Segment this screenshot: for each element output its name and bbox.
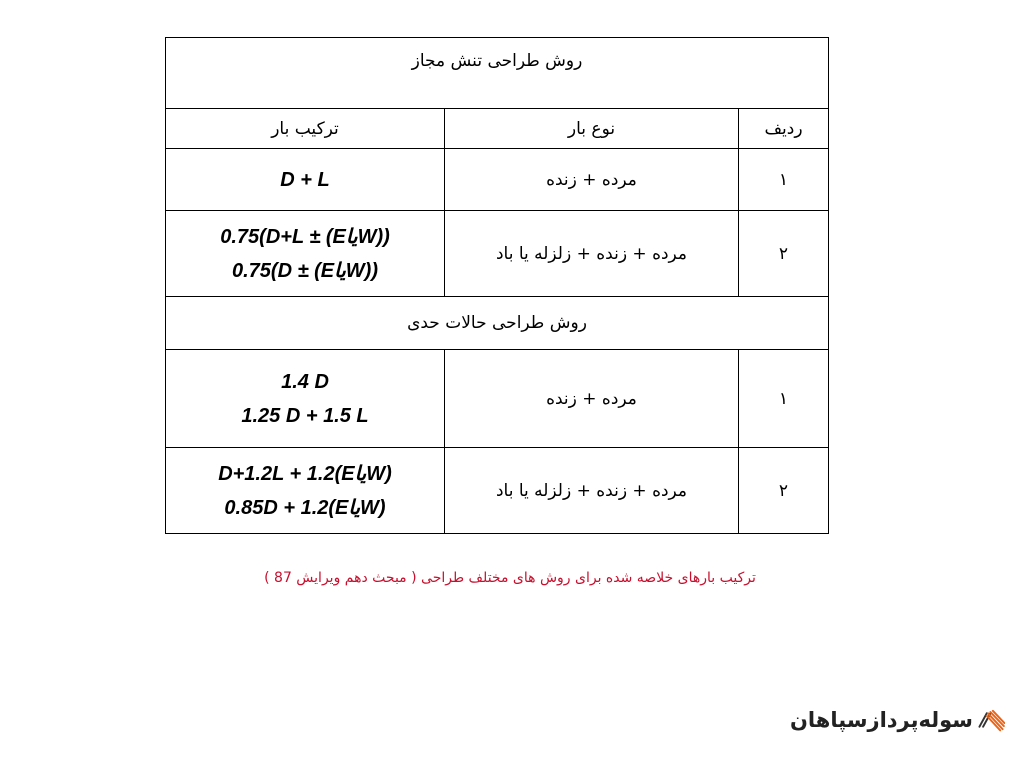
formula-cell: D+1.2L + 1.2(EیاW) 0.85D + 1.2(EیاW) — [166, 448, 445, 534]
row-number-cell: ۱ — [739, 350, 829, 448]
row-number-cell: ۲ — [739, 211, 829, 297]
header-combination: ترکیب بار — [166, 109, 445, 149]
load-type-cell: مرده + زنده — [445, 149, 739, 211]
table-row — [166, 350, 829, 448]
row-number-cell: ۱ — [739, 149, 829, 211]
load-type-cell: مرده + زنده + زلزله یا باد — [445, 448, 739, 534]
formula-cell: D + L — [166, 149, 445, 211]
table-row — [166, 149, 829, 211]
company-logo — [790, 700, 1005, 740]
load-type-cell: مرده + زنده — [445, 350, 739, 448]
limit-state-title: روش طراحی حالات حدی — [166, 297, 829, 350]
table-row — [166, 211, 829, 297]
header-load-type: نوع بار — [445, 109, 739, 149]
header-row: ردیف — [739, 109, 829, 149]
row-number-cell: ۲ — [739, 448, 829, 534]
load-type-cell: مرده + زنده + زلزله یا باد — [445, 211, 739, 297]
table-row — [166, 448, 829, 534]
logo-text: سوله‌پردازسپاهان — [790, 708, 973, 732]
formula-cell: 0.75(D+L ± (EیاW)) 0.75(D ± (EیاW)) — [166, 211, 445, 297]
load-combination-table — [165, 37, 829, 534]
table-caption: ترکیب بارهای خلاصه شده برای روش های مختلف طراحی ( مبحث دهم ویرایش 87 ) — [264, 570, 756, 586]
stripes-logo-icon — [977, 701, 1005, 739]
allowable-stress-title: روش طراحی تنش مجاز — [166, 38, 829, 109]
formula-cell: 1.4 D 1.25 D + 1.5 L — [166, 350, 445, 448]
